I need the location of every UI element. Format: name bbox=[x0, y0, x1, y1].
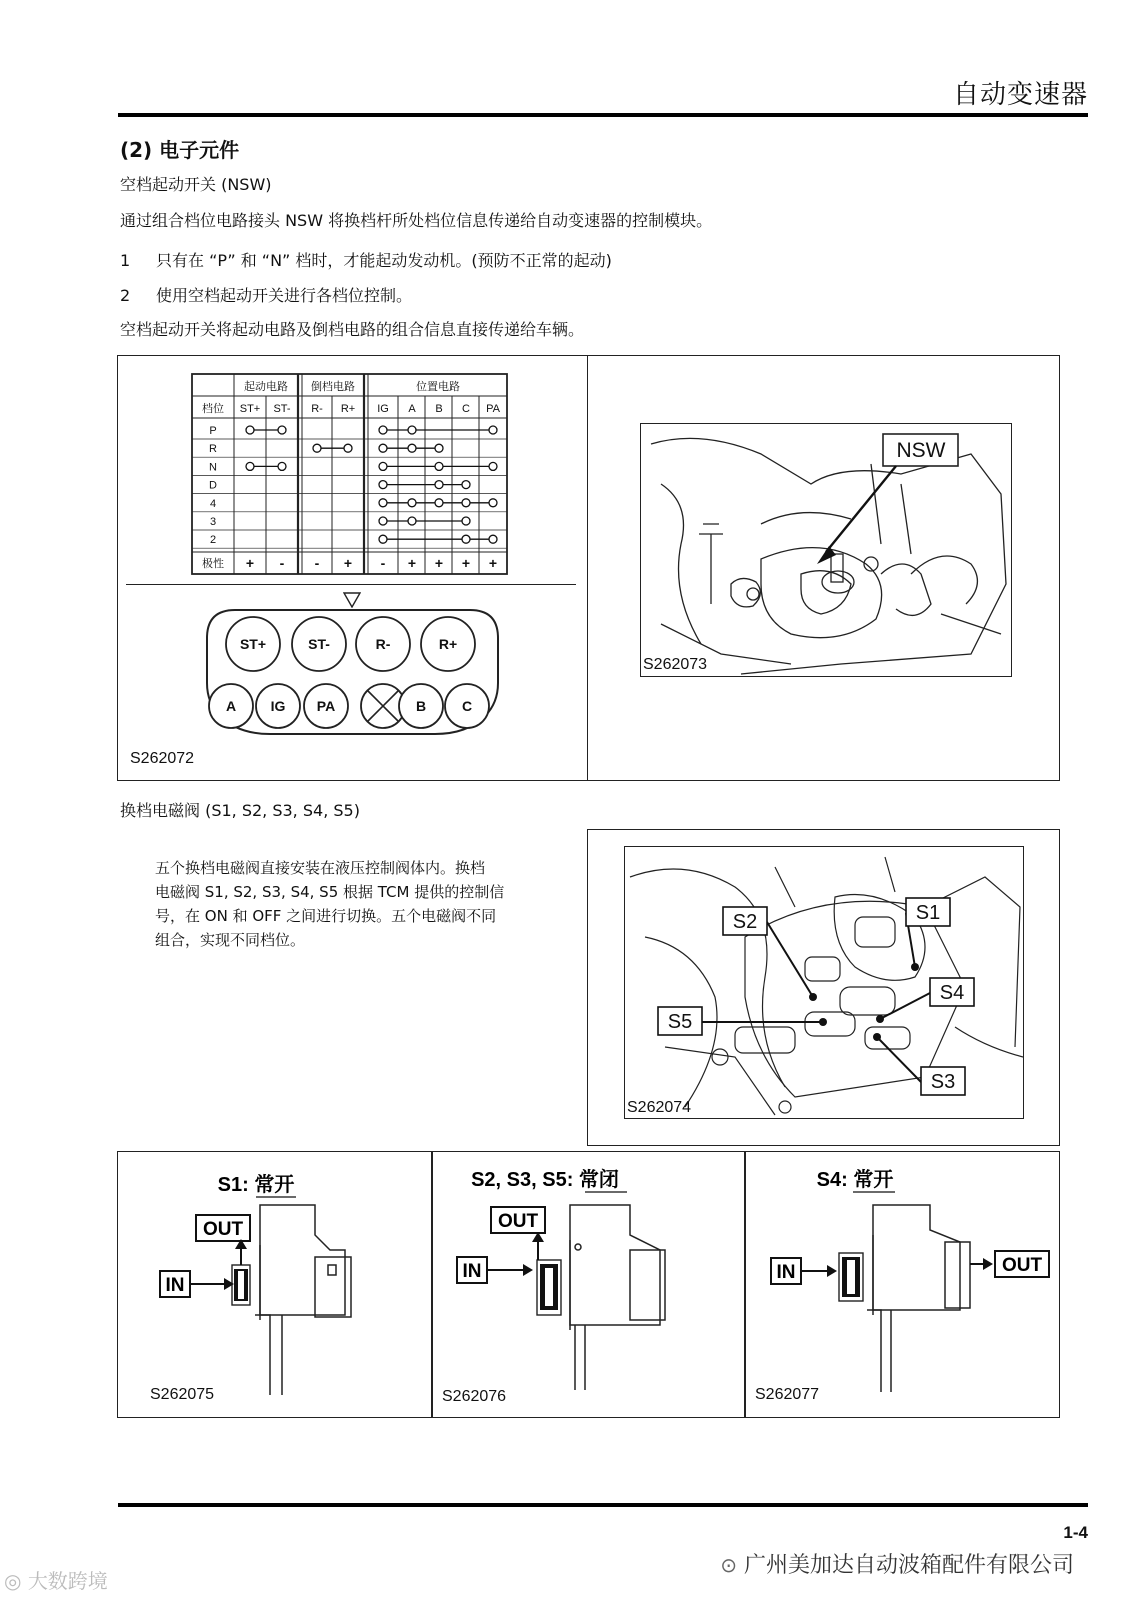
continuity-terminal bbox=[462, 535, 470, 543]
table-row-label: P bbox=[209, 425, 217, 437]
continuity-terminal bbox=[313, 444, 321, 452]
valve-body-photo bbox=[624, 846, 1024, 1119]
valve-s2-s3-s5-diagram bbox=[445, 1160, 725, 1395]
nsw-connector-diagram bbox=[205, 608, 500, 738]
table-column-header: ST- bbox=[273, 403, 291, 415]
table-polarity-cell: - bbox=[279, 555, 285, 571]
continuity-terminal bbox=[408, 426, 416, 434]
valve-title: S4: 常开 bbox=[816, 1169, 894, 1191]
figure-code: S262076 bbox=[442, 1388, 507, 1405]
solenoid-description bbox=[155, 856, 585, 952]
valve-in-label: IN bbox=[462, 1261, 482, 1282]
connector-pin-label: R+ bbox=[438, 636, 458, 652]
figure-divider bbox=[126, 584, 576, 585]
figure-code: S262072 bbox=[130, 750, 195, 767]
continuity-terminal bbox=[462, 481, 470, 489]
continuity-terminal bbox=[435, 462, 443, 470]
table-polarity-cell: - bbox=[314, 555, 320, 571]
nsw-photo bbox=[640, 423, 1012, 677]
item-text: 只有在 “P” 和 “N” 档时，才能起动发动机。(预防不正常的起动) bbox=[156, 251, 612, 270]
footer-rule bbox=[118, 1503, 1088, 1507]
desc-line: 五个换档电磁阀直接安装在液压控制阀体内。换档 bbox=[155, 859, 486, 877]
solenoid-label: S3 bbox=[930, 1071, 956, 1093]
table-column-header: A bbox=[408, 403, 416, 415]
wechat-icon: ⊙ bbox=[720, 1553, 737, 1577]
continuity-terminal bbox=[435, 499, 443, 507]
table-group-header: 起动电路 bbox=[244, 381, 288, 393]
connector-pin-label: R- bbox=[375, 636, 391, 652]
table-column-header: C bbox=[462, 403, 470, 415]
solenoid-label: S5 bbox=[667, 1011, 693, 1033]
continuity-terminal bbox=[246, 426, 254, 434]
continuity-terminal bbox=[462, 499, 470, 507]
valve-in-label: IN bbox=[165, 1275, 185, 1296]
valve-title: S2, S3, S5: 常闭 bbox=[471, 1169, 619, 1191]
figure-code: S262073 bbox=[643, 656, 708, 673]
continuity-terminal bbox=[379, 517, 387, 525]
table-polarity-cell: + bbox=[488, 555, 498, 571]
connector-pin-label: B bbox=[415, 698, 427, 714]
page-number: 1-4 bbox=[1063, 1523, 1088, 1542]
header-rule bbox=[118, 113, 1088, 117]
brand-logo-icon: ◎ bbox=[4, 1569, 22, 1593]
watermark-brand bbox=[4, 1565, 108, 1594]
continuity-terminal bbox=[489, 499, 497, 507]
table-polarity-cell: + bbox=[343, 555, 353, 571]
connector-pin-label: IG bbox=[270, 698, 286, 714]
item-text: 使用空档起动开关进行各档位控制。 bbox=[156, 286, 413, 305]
table-column-header: B bbox=[435, 403, 443, 415]
solenoid-label: S1 bbox=[915, 902, 941, 924]
continuity-terminal bbox=[379, 462, 387, 470]
continuity-terminal bbox=[379, 444, 387, 452]
continuity-terminal bbox=[489, 426, 497, 434]
table-polarity-cell: + bbox=[407, 555, 417, 571]
view-arrow-icon bbox=[343, 592, 361, 608]
valve-s1-diagram bbox=[150, 1165, 410, 1395]
continuity-terminal bbox=[379, 499, 387, 507]
solenoid-title: 换档电磁阀 (S1, S2, S3, S4, S5) bbox=[120, 801, 360, 820]
nsw-intro: 通过组合档位电路接头 NSW 将换档杆所处档位信息传递给自动变速器的控制模块。 bbox=[120, 211, 713, 230]
table-row-label: 4 bbox=[209, 497, 217, 510]
continuity-terminal bbox=[435, 444, 443, 452]
continuity-terminal bbox=[408, 499, 416, 507]
table-column-header: R+ bbox=[340, 403, 356, 415]
valve-body-illustration bbox=[625, 847, 1024, 1119]
transmission-illustration bbox=[641, 424, 1012, 677]
table-column-header: IG bbox=[377, 403, 389, 415]
desc-line: 组合，实现不同档位。 bbox=[155, 931, 306, 949]
nsw-item-2 bbox=[120, 283, 412, 306]
table-column-header: R- bbox=[311, 403, 323, 415]
valve-in-label: IN bbox=[776, 1262, 796, 1283]
figure-code: S262074 bbox=[627, 1099, 692, 1116]
watermark-company bbox=[720, 1548, 1074, 1579]
continuity-terminal bbox=[278, 462, 286, 470]
continuity-terminal bbox=[246, 462, 254, 470]
nsw-title: 空档起动开关 (NSW) bbox=[120, 175, 272, 194]
table-row-label: R bbox=[209, 443, 217, 456]
desc-line: 电磁阀 S1, S2, S3, S4, S5 根据 TCM 提供的控制信 bbox=[155, 883, 505, 901]
table-row-label: 3 bbox=[209, 516, 217, 528]
table-group-header: 倒档电路 bbox=[311, 381, 355, 393]
continuity-terminal bbox=[489, 535, 497, 543]
watermark-company-text: 广州美加达自动波箱配件有限公司 bbox=[743, 1553, 1074, 1578]
continuity-terminal bbox=[379, 426, 387, 434]
valve-s4-diagram bbox=[765, 1160, 1055, 1395]
watermark-brand-text: 大数跨境 bbox=[27, 1569, 108, 1593]
table-column-header: ST+ bbox=[239, 403, 261, 415]
valve-out-label: OUT bbox=[202, 1219, 244, 1240]
desc-line: 号，在 ON 和 OFF 之间进行切换。五个电磁阀不同 bbox=[155, 907, 497, 925]
valve-title: S1: 常开 bbox=[217, 1174, 295, 1196]
table-column-header: PA bbox=[486, 403, 500, 415]
valve-out-label: OUT bbox=[497, 1211, 539, 1232]
continuity-terminal bbox=[462, 517, 470, 525]
switch-position-table bbox=[190, 372, 510, 577]
valve-out-label: OUT bbox=[1001, 1255, 1043, 1276]
continuity-terminal bbox=[489, 462, 497, 470]
item-number: 1 bbox=[120, 251, 131, 270]
page-header-title: 自动变速器 bbox=[952, 80, 1088, 110]
continuity-terminal bbox=[344, 444, 352, 452]
continuity-terminal bbox=[278, 426, 286, 434]
table-polarity-cell: - bbox=[380, 555, 386, 571]
connector-pin-label: A bbox=[225, 698, 237, 714]
solenoid-label: S4 bbox=[939, 982, 965, 1004]
continuity-terminal bbox=[435, 481, 443, 489]
connector-pin-label: ST+ bbox=[239, 636, 267, 652]
continuity-terminal bbox=[379, 535, 387, 543]
nsw-item-1 bbox=[120, 248, 612, 271]
table-polarity-cell: + bbox=[434, 555, 444, 571]
table-row-label: D bbox=[209, 479, 217, 492]
table-polarity-cell: + bbox=[461, 555, 471, 571]
connector-pin-label: ST- bbox=[308, 636, 330, 652]
table-polarity-cell: + bbox=[245, 555, 255, 571]
continuity-terminal bbox=[408, 444, 416, 452]
table-group-header: 位置电路 bbox=[416, 381, 460, 393]
connector-pin-label: PA bbox=[316, 698, 336, 714]
section-title: (2) 电子元件 bbox=[120, 138, 240, 162]
table-row-label: N bbox=[209, 461, 217, 474]
nsw-label: NSW bbox=[896, 439, 946, 462]
nsw-outro: 空档起动开关将起动电路及倒档电路的组合信息直接传递给车辆。 bbox=[120, 320, 585, 339]
figure-code: S262077 bbox=[755, 1386, 820, 1403]
panel-divider bbox=[744, 1151, 746, 1418]
panel-divider bbox=[431, 1151, 433, 1418]
figure-code: S262075 bbox=[150, 1386, 215, 1403]
table-gear-header: 档位 bbox=[202, 403, 224, 415]
table-row-label: 2 bbox=[209, 534, 217, 547]
solenoid-label: S2 bbox=[732, 911, 758, 933]
item-number: 2 bbox=[120, 286, 131, 305]
continuity-terminal bbox=[408, 517, 416, 525]
continuity-terminal bbox=[379, 481, 387, 489]
table-polarity-label: 极性 bbox=[202, 558, 224, 570]
connector-pin-label: C bbox=[461, 698, 473, 714]
